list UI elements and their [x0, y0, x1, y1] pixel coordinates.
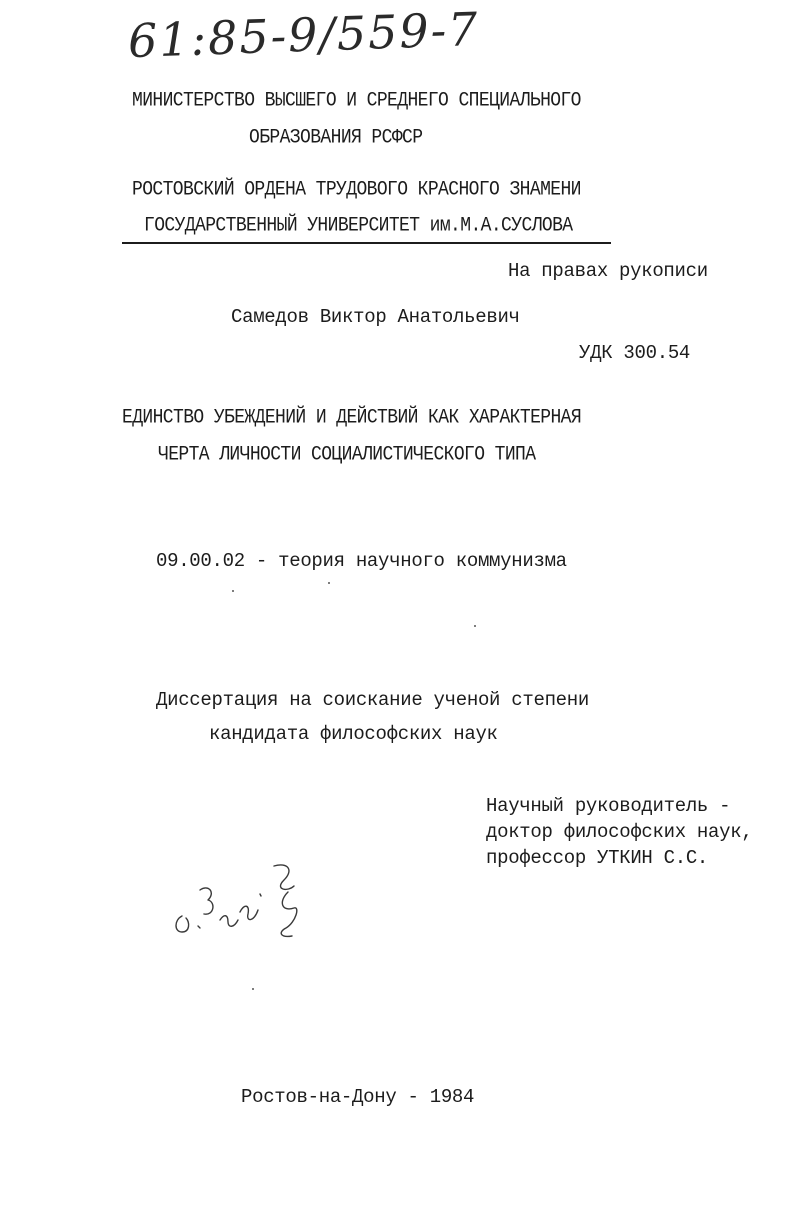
scan-speck	[232, 590, 234, 592]
signature-image	[168, 856, 318, 946]
specialty-code: 09.00.02 - теория научного коммунизма	[156, 550, 567, 572]
supervisor-line-2: доктор философских наук,	[486, 821, 753, 843]
archive-code: 61:85-9/559-7	[127, 1, 481, 69]
ministry-line-1: МИНИСТЕРСТВО ВЫСШЕГО И СРЕДНЕГО СПЕЦИАЛЬНОГО	[132, 89, 581, 113]
university-line-1: РОСТОВСКИЙ ОРДЕНА ТРУДОВОГО КРАСНОГО ЗНАМЕНИ	[132, 178, 581, 202]
university-line-2: ГОСУДАРСТВЕННЫЙ УНИВЕРСИТЕТ им.М.А.СУСЛОВА	[144, 214, 573, 238]
ministry-line-2: ОБРАЗОВАНИЯ РСФСР	[249, 126, 423, 150]
scan-speck	[328, 582, 330, 584]
supervisor-line-1: Научный руководитель -	[486, 795, 731, 817]
header-underline	[122, 242, 611, 244]
supervisor-line-3: профессор УТКИН С.С.	[486, 847, 709, 869]
manuscript-rights: На правах рукописи	[508, 260, 708, 282]
udc-code: УДК 300.54	[579, 342, 691, 364]
author-name: Самедов Виктор Анатольевич	[231, 306, 520, 328]
city-year: Ростов-на-Дону - 1984	[241, 1086, 475, 1108]
thesis-title-line-2: ЧЕРТА ЛИЧНОСТИ СОЦИАЛИСТИЧЕСКОГО ТИПА	[158, 443, 536, 467]
thesis-title-line-1: ЕДИНСТВО УБЕЖДЕНИЙ И ДЕЙСТВИЙ КАК ХАРАКТЕРНАЯ	[122, 406, 582, 430]
scan-speck	[252, 988, 254, 990]
degree-line-1: Диссертация на соискание ученой степени	[156, 689, 589, 711]
scan-speck	[474, 625, 476, 627]
degree-line-2: кандидата философских наук	[209, 723, 498, 745]
